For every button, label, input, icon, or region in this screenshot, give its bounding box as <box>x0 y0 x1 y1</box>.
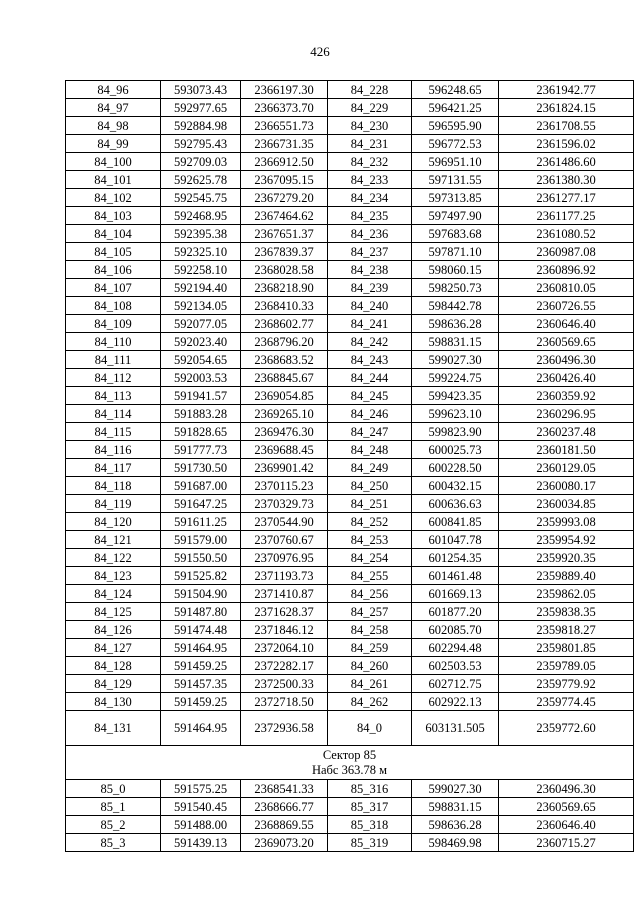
sector-85-header <box>66 746 634 780</box>
x-coordinate-cell: 602503.53 <box>412 657 499 675</box>
y-coordinate-cell: 2370329.73 <box>241 495 328 513</box>
point-id-cell: 84_128 <box>66 657 161 675</box>
y-coordinate-cell: 2360080.17 <box>499 477 634 495</box>
point-id-cell: 84_258 <box>328 621 412 639</box>
x-coordinate-cell: 592977.65 <box>161 99 241 117</box>
x-coordinate-cell: 591439.13 <box>161 834 241 852</box>
y-coordinate-cell: 2360896.92 <box>499 261 634 279</box>
point-id-cell: 84_256 <box>328 585 412 603</box>
x-coordinate-cell: 592468.95 <box>161 207 241 225</box>
sector-title: Сектор 85 <box>322 747 377 762</box>
y-coordinate-cell: 2366912.50 <box>241 153 328 171</box>
x-coordinate-cell: 591687.00 <box>161 477 241 495</box>
x-coordinate-cell: 592625.78 <box>161 171 241 189</box>
point-id-cell: 84_113 <box>66 387 161 405</box>
x-coordinate-cell: 598250.73 <box>412 279 499 297</box>
table-row <box>66 189 634 207</box>
x-coordinate-cell: 591487.80 <box>161 603 241 621</box>
point-id-cell: 84_116 <box>66 441 161 459</box>
y-coordinate-cell: 2367651.37 <box>241 225 328 243</box>
y-coordinate-cell: 2360569.65 <box>499 333 634 351</box>
x-coordinate-cell: 601047.78 <box>412 531 499 549</box>
y-coordinate-cell: 2360987.08 <box>499 243 634 261</box>
table-row <box>66 243 634 261</box>
y-coordinate-cell: 2368028.58 <box>241 261 328 279</box>
point-id-cell: 84_249 <box>328 459 412 477</box>
x-coordinate-cell: 591883.28 <box>161 405 241 423</box>
point-id-cell: 84_129 <box>66 675 161 693</box>
point-id-cell: 84_127 <box>66 639 161 657</box>
table-row <box>66 423 634 441</box>
x-coordinate-cell: 592709.03 <box>161 153 241 171</box>
y-coordinate-cell: 2360810.05 <box>499 279 634 297</box>
y-coordinate-cell: 2368602.77 <box>241 315 328 333</box>
table-row <box>66 834 634 852</box>
table-row <box>66 639 634 657</box>
table-row <box>66 171 634 189</box>
y-coordinate-cell: 2367095.15 <box>241 171 328 189</box>
table-row <box>66 153 634 171</box>
x-coordinate-cell: 593073.43 <box>161 81 241 99</box>
table-row <box>66 531 634 549</box>
y-coordinate-cell: 2360496.30 <box>499 780 634 798</box>
x-coordinate-cell: 597497.90 <box>412 207 499 225</box>
table-row <box>66 387 634 405</box>
table-row <box>66 135 634 153</box>
table-row <box>66 333 634 351</box>
y-coordinate-cell: 2359993.08 <box>499 513 634 531</box>
x-coordinate-cell: 592003.53 <box>161 369 241 387</box>
y-coordinate-cell: 2368541.33 <box>241 780 328 798</box>
x-coordinate-cell: 592077.05 <box>161 315 241 333</box>
y-coordinate-cell: 2371193.73 <box>241 567 328 585</box>
point-id-cell: 84_259 <box>328 639 412 657</box>
point-id-cell: 84_262 <box>328 693 412 711</box>
y-coordinate-cell: 2359774.45 <box>499 693 634 711</box>
point-id-cell: 84_123 <box>66 567 161 585</box>
x-coordinate-cell: 591941.57 <box>161 387 241 405</box>
point-id-cell: 84_239 <box>328 279 412 297</box>
y-coordinate-cell: 2360129.05 <box>499 459 634 477</box>
table-row <box>66 621 634 639</box>
y-coordinate-cell: 2361942.77 <box>499 81 634 99</box>
sector-85-rows <box>66 780 634 852</box>
point-id-cell: 84_99 <box>66 135 161 153</box>
x-coordinate-cell: 591611.25 <box>161 513 241 531</box>
x-coordinate-cell: 602922.13 <box>412 693 499 711</box>
y-coordinate-cell: 2360646.40 <box>499 315 634 333</box>
x-coordinate-cell: 591575.25 <box>161 780 241 798</box>
point-id-cell: 84_110 <box>66 333 161 351</box>
point-id-cell: 84_112 <box>66 369 161 387</box>
table-row <box>66 459 634 477</box>
point-id-cell: 84_260 <box>328 657 412 675</box>
y-coordinate-cell: 2360646.40 <box>499 816 634 834</box>
y-coordinate-cell: 2366373.70 <box>241 99 328 117</box>
y-coordinate-cell: 2360715.27 <box>499 834 634 852</box>
point-id-cell: 84_104 <box>66 225 161 243</box>
point-id-cell: 84_124 <box>66 585 161 603</box>
y-coordinate-cell: 2359801.85 <box>499 639 634 657</box>
table-row <box>66 441 634 459</box>
point-id-cell: 84_130 <box>66 693 161 711</box>
x-coordinate-cell: 600636.63 <box>412 495 499 513</box>
point-id-cell: 84_125 <box>66 603 161 621</box>
x-coordinate-cell: 591474.48 <box>161 621 241 639</box>
y-coordinate-cell: 2366197.30 <box>241 81 328 99</box>
point-id-cell: 84_105 <box>66 243 161 261</box>
point-id-cell: 84_107 <box>66 279 161 297</box>
y-coordinate-cell: 2372718.50 <box>241 693 328 711</box>
y-coordinate-cell: 2369073.20 <box>241 834 328 852</box>
table-row <box>66 798 634 816</box>
x-coordinate-cell: 600025.73 <box>412 441 499 459</box>
point-id-cell: 84_100 <box>66 153 161 171</box>
y-coordinate-cell: 2360359.92 <box>499 387 634 405</box>
y-coordinate-cell: 2366731.35 <box>241 135 328 153</box>
point-id-cell: 84_240 <box>328 297 412 315</box>
x-coordinate-cell: 598636.28 <box>412 315 499 333</box>
y-coordinate-cell: 2372936.58 <box>241 711 328 746</box>
x-coordinate-cell: 596772.53 <box>412 135 499 153</box>
table-row <box>66 81 634 99</box>
y-coordinate-cell: 2372282.17 <box>241 657 328 675</box>
point-id-cell: 84_109 <box>66 315 161 333</box>
table-row <box>66 657 634 675</box>
x-coordinate-cell: 596951.10 <box>412 153 499 171</box>
x-coordinate-cell: 591777.73 <box>161 441 241 459</box>
x-coordinate-cell: 592395.38 <box>161 225 241 243</box>
y-coordinate-cell: 2360426.40 <box>499 369 634 387</box>
y-coordinate-cell: 2359818.27 <box>499 621 634 639</box>
y-coordinate-cell: 2360181.50 <box>499 441 634 459</box>
y-coordinate-cell: 2369688.45 <box>241 441 328 459</box>
y-coordinate-cell: 2368796.20 <box>241 333 328 351</box>
y-coordinate-cell: 2368683.52 <box>241 351 328 369</box>
x-coordinate-cell: 591457.35 <box>161 675 241 693</box>
y-coordinate-cell: 2359862.05 <box>499 585 634 603</box>
table-row <box>66 351 634 369</box>
point-id-cell: 84_101 <box>66 171 161 189</box>
point-id-cell: 84_261 <box>328 675 412 693</box>
point-id-cell: 84_115 <box>66 423 161 441</box>
point-id-cell: 84_234 <box>328 189 412 207</box>
y-coordinate-cell: 2360034.85 <box>499 495 634 513</box>
point-id-cell: 84_131 <box>66 711 161 746</box>
x-coordinate-cell: 599027.30 <box>412 351 499 369</box>
x-coordinate-cell: 591525.82 <box>161 567 241 585</box>
x-coordinate-cell: 601669.13 <box>412 585 499 603</box>
point-id-cell: 84_237 <box>328 243 412 261</box>
sector-header-row <box>66 746 634 780</box>
x-coordinate-cell: 598831.15 <box>412 333 499 351</box>
x-coordinate-cell: 598060.15 <box>412 261 499 279</box>
table-row <box>66 495 634 513</box>
x-coordinate-cell: 591579.00 <box>161 531 241 549</box>
point-id-cell: 84_238 <box>328 261 412 279</box>
x-coordinate-cell: 602294.48 <box>412 639 499 657</box>
x-coordinate-cell: 603131.505 <box>412 711 499 746</box>
table-row <box>66 225 634 243</box>
point-id-cell: 85_317 <box>328 798 412 816</box>
x-coordinate-cell: 599423.35 <box>412 387 499 405</box>
table-row <box>66 315 634 333</box>
y-coordinate-cell: 2369901.42 <box>241 459 328 477</box>
x-coordinate-cell: 598636.28 <box>412 816 499 834</box>
x-coordinate-cell: 601461.48 <box>412 567 499 585</box>
point-id-cell: 85_3 <box>66 834 161 852</box>
point-id-cell: 84_102 <box>66 189 161 207</box>
point-id-cell: 84_106 <box>66 261 161 279</box>
x-coordinate-cell: 592023.40 <box>161 333 241 351</box>
sector-84-rows <box>66 81 634 711</box>
point-id-cell: 84_232 <box>328 153 412 171</box>
x-coordinate-cell: 597683.68 <box>412 225 499 243</box>
point-id-cell: 84_121 <box>66 531 161 549</box>
y-coordinate-cell: 2359772.60 <box>499 711 634 746</box>
x-coordinate-cell: 596421.25 <box>412 99 499 117</box>
table-row <box>66 279 634 297</box>
coordinates-table <box>65 80 634 852</box>
x-coordinate-cell: 598442.78 <box>412 297 499 315</box>
point-id-cell: 84_126 <box>66 621 161 639</box>
point-id-cell: 84_119 <box>66 495 161 513</box>
table-row <box>66 567 634 585</box>
point-id-cell: 84_114 <box>66 405 161 423</box>
point-id-cell: 84_244 <box>328 369 412 387</box>
point-id-cell: 84_253 <box>328 531 412 549</box>
point-id-cell: 84_243 <box>328 351 412 369</box>
point-id-cell: 84_255 <box>328 567 412 585</box>
point-id-cell: 84_228 <box>328 81 412 99</box>
y-coordinate-cell: 2368218.90 <box>241 279 328 297</box>
point-id-cell: 84_118 <box>66 477 161 495</box>
point-id-cell: 85_0 <box>66 780 161 798</box>
x-coordinate-cell: 592884.98 <box>161 117 241 135</box>
y-coordinate-cell: 2361380.30 <box>499 171 634 189</box>
x-coordinate-cell: 591459.25 <box>161 693 241 711</box>
x-coordinate-cell: 602085.70 <box>412 621 499 639</box>
point-id-cell: 84_103 <box>66 207 161 225</box>
x-coordinate-cell: 598469.98 <box>412 834 499 852</box>
point-id-cell: 84_0 <box>328 711 412 746</box>
table-row <box>66 693 634 711</box>
x-coordinate-cell: 599823.90 <box>412 423 499 441</box>
x-coordinate-cell: 592258.10 <box>161 261 241 279</box>
y-coordinate-cell: 2368845.67 <box>241 369 328 387</box>
sector-header-cell <box>66 746 634 780</box>
y-coordinate-cell: 2361824.15 <box>499 99 634 117</box>
point-id-cell: 84_97 <box>66 99 161 117</box>
y-coordinate-cell: 2367279.20 <box>241 189 328 207</box>
y-coordinate-cell: 2371628.37 <box>241 603 328 621</box>
x-coordinate-cell: 592134.05 <box>161 297 241 315</box>
y-coordinate-cell: 2371846.12 <box>241 621 328 639</box>
x-coordinate-cell: 592545.75 <box>161 189 241 207</box>
y-coordinate-cell: 2360296.95 <box>499 405 634 423</box>
table-row <box>66 585 634 603</box>
x-coordinate-cell: 599224.75 <box>412 369 499 387</box>
x-coordinate-cell: 601877.20 <box>412 603 499 621</box>
x-coordinate-cell: 591828.65 <box>161 423 241 441</box>
point-id-cell: 84_257 <box>328 603 412 621</box>
point-id-cell: 84_252 <box>328 513 412 531</box>
table-row <box>66 207 634 225</box>
table-row <box>66 513 634 531</box>
x-coordinate-cell: 592054.65 <box>161 351 241 369</box>
point-id-cell: 84_245 <box>328 387 412 405</box>
point-id-cell: 84_117 <box>66 459 161 477</box>
sector-height: Набс 363.78 м <box>311 762 388 777</box>
y-coordinate-cell: 2369054.85 <box>241 387 328 405</box>
point-id-cell: 85_319 <box>328 834 412 852</box>
table-row <box>66 369 634 387</box>
point-id-cell: 85_316 <box>328 780 412 798</box>
point-id-cell: 84_246 <box>328 405 412 423</box>
point-id-cell: 85_1 <box>66 798 161 816</box>
y-coordinate-cell: 2370760.67 <box>241 531 328 549</box>
point-id-cell: 84_98 <box>66 117 161 135</box>
x-coordinate-cell: 598831.15 <box>412 798 499 816</box>
x-coordinate-cell: 592325.10 <box>161 243 241 261</box>
x-coordinate-cell: 592194.40 <box>161 279 241 297</box>
x-coordinate-cell: 591459.25 <box>161 657 241 675</box>
table-row <box>66 549 634 567</box>
y-coordinate-cell: 2361277.17 <box>499 189 634 207</box>
y-coordinate-cell: 2361708.55 <box>499 117 634 135</box>
y-coordinate-cell: 2361486.60 <box>499 153 634 171</box>
y-coordinate-cell: 2371410.87 <box>241 585 328 603</box>
y-coordinate-cell: 2368410.33 <box>241 297 328 315</box>
point-id-cell: 84_231 <box>328 135 412 153</box>
x-coordinate-cell: 596248.65 <box>412 81 499 99</box>
y-coordinate-cell: 2368666.77 <box>241 798 328 816</box>
x-coordinate-cell: 591504.90 <box>161 585 241 603</box>
point-id-cell: 84_122 <box>66 549 161 567</box>
x-coordinate-cell: 600432.15 <box>412 477 499 495</box>
point-id-cell: 85_318 <box>328 816 412 834</box>
x-coordinate-cell: 597871.10 <box>412 243 499 261</box>
x-coordinate-cell: 591464.95 <box>161 639 241 657</box>
table-row <box>66 477 634 495</box>
x-coordinate-cell: 591647.25 <box>161 495 241 513</box>
x-coordinate-cell: 602712.75 <box>412 675 499 693</box>
table-row <box>66 816 634 834</box>
y-coordinate-cell: 2372500.33 <box>241 675 328 693</box>
y-coordinate-cell: 2360569.65 <box>499 798 634 816</box>
table-row <box>66 675 634 693</box>
y-coordinate-cell: 2369476.30 <box>241 423 328 441</box>
y-coordinate-cell: 2359920.35 <box>499 549 634 567</box>
point-id-cell: 84_251 <box>328 495 412 513</box>
table-row <box>66 780 634 798</box>
x-coordinate-cell: 601254.35 <box>412 549 499 567</box>
y-coordinate-cell: 2370544.90 <box>241 513 328 531</box>
point-id-cell: 85_2 <box>66 816 161 834</box>
point-id-cell: 84_250 <box>328 477 412 495</box>
y-coordinate-cell: 2359838.35 <box>499 603 634 621</box>
point-id-cell: 84_111 <box>66 351 161 369</box>
x-coordinate-cell: 596595.90 <box>412 117 499 135</box>
y-coordinate-cell: 2370115.23 <box>241 477 328 495</box>
x-coordinate-cell: 591464.95 <box>161 711 241 746</box>
point-id-cell: 84_233 <box>328 171 412 189</box>
point-id-cell: 84_236 <box>328 225 412 243</box>
y-coordinate-cell: 2360237.48 <box>499 423 634 441</box>
y-coordinate-cell: 2372064.10 <box>241 639 328 657</box>
y-coordinate-cell: 2367464.62 <box>241 207 328 225</box>
y-coordinate-cell: 2368869.55 <box>241 816 328 834</box>
point-id-cell: 84_242 <box>328 333 412 351</box>
page-number: 426 <box>310 44 330 59</box>
table-row <box>66 117 634 135</box>
table-row <box>66 603 634 621</box>
y-coordinate-cell: 2361177.25 <box>499 207 634 225</box>
x-coordinate-cell: 591730.50 <box>161 459 241 477</box>
x-coordinate-cell: 591550.50 <box>161 549 241 567</box>
point-id-cell: 84_108 <box>66 297 161 315</box>
x-coordinate-cell: 600228.50 <box>412 459 499 477</box>
point-id-cell: 84_235 <box>328 207 412 225</box>
y-coordinate-cell: 2367839.37 <box>241 243 328 261</box>
y-coordinate-cell: 2359789.05 <box>499 657 634 675</box>
y-coordinate-cell: 2361596.02 <box>499 135 634 153</box>
y-coordinate-cell: 2360496.30 <box>499 351 634 369</box>
y-coordinate-cell: 2359779.92 <box>499 675 634 693</box>
y-coordinate-cell: 2366551.73 <box>241 117 328 135</box>
table-row <box>66 261 634 279</box>
point-id-cell: 84_96 <box>66 81 161 99</box>
y-coordinate-cell: 2359889.40 <box>499 567 634 585</box>
x-coordinate-cell: 599027.30 <box>412 780 499 798</box>
table-row <box>66 711 634 746</box>
point-id-cell: 84_120 <box>66 513 161 531</box>
point-id-cell: 84_248 <box>328 441 412 459</box>
point-id-cell: 84_230 <box>328 117 412 135</box>
y-coordinate-cell: 2361080.52 <box>499 225 634 243</box>
table-row <box>66 99 634 117</box>
x-coordinate-cell: 591540.45 <box>161 798 241 816</box>
y-coordinate-cell: 2370976.95 <box>241 549 328 567</box>
x-coordinate-cell: 591488.00 <box>161 816 241 834</box>
point-id-cell: 84_229 <box>328 99 412 117</box>
point-id-cell: 84_247 <box>328 423 412 441</box>
y-coordinate-cell: 2369265.10 <box>241 405 328 423</box>
x-coordinate-cell: 597131.55 <box>412 171 499 189</box>
y-coordinate-cell: 2359954.92 <box>499 531 634 549</box>
sector-84-last-row <box>66 711 634 746</box>
point-id-cell: 84_241 <box>328 315 412 333</box>
y-coordinate-cell: 2360726.55 <box>499 297 634 315</box>
x-coordinate-cell: 600841.85 <box>412 513 499 531</box>
x-coordinate-cell: 597313.85 <box>412 189 499 207</box>
table-row <box>66 297 634 315</box>
point-id-cell: 84_254 <box>328 549 412 567</box>
x-coordinate-cell: 599623.10 <box>412 405 499 423</box>
table-row <box>66 405 634 423</box>
x-coordinate-cell: 592795.43 <box>161 135 241 153</box>
